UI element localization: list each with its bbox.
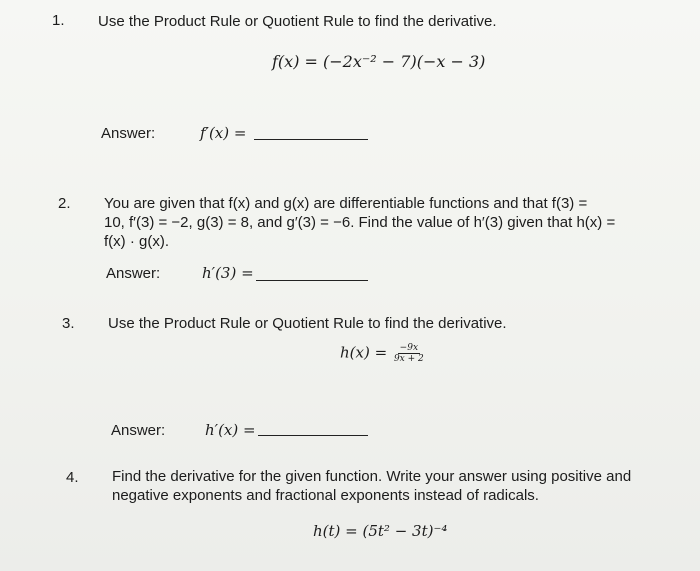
problem-3-fraction xyxy=(392,343,426,364)
problem-2-answer-label: Answer: xyxy=(106,265,161,282)
problem-3-prompt: Use the Product Rule or Quotient Rule to find the derivative. xyxy=(108,315,507,332)
problem-3-answer-expr: h′(x) = xyxy=(205,421,256,439)
problem-3-equation xyxy=(340,343,426,364)
problem-2-prompt-line-2: 10, f′(3) = −2, g(3) = 8, and g′(3) = −6. Find the value of h′(3) given that h(x) = xyxy=(104,214,616,231)
problem-3-answer-label: Answer: xyxy=(111,422,166,439)
problem-4-prompt-line-1: Find the derivative for the given function. Write your answer using positive and xyxy=(112,468,632,485)
problem-4-equation: h(t) = (5t² − 3t)⁻⁴ xyxy=(313,522,448,540)
problem-2-prompt-line-1: You are given that f(x) and g(x) are differentiable functions and that f(3) = xyxy=(104,195,588,212)
problem-2-prompt-line-3: f(x) · g(x). xyxy=(104,233,169,250)
problem-3-answer-blank[interactable] xyxy=(258,435,368,436)
problem-2-answer-blank[interactable] xyxy=(256,280,368,281)
problem-4-prompt-line-2: negative exponents and fractional exponents instead of radicals. xyxy=(112,487,539,504)
problem-1-answer-expr: f′(x) = xyxy=(200,124,247,142)
problem-1-answer-blank[interactable] xyxy=(254,139,368,140)
problem-1-equation: f(x) = (−2x⁻² − 7)(−x − 3) xyxy=(272,52,486,71)
problem-3-equation-lhs: h(x) = xyxy=(340,343,388,362)
problem-2-answer-expr: h′(3) = xyxy=(202,264,254,282)
problem-3-denominator: 9x + 2 xyxy=(393,354,424,364)
problem-2-number: 2. xyxy=(58,195,71,212)
problem-1-prompt: Use the Product Rule or Quotient Rule to find the derivative. xyxy=(98,13,497,30)
problem-3-number: 3. xyxy=(62,315,75,332)
problem-1-answer-label: Answer: xyxy=(101,125,156,142)
problem-4-number: 4. xyxy=(66,469,79,486)
problem-1-number: 1. xyxy=(52,12,65,29)
problem-3-numerator: −9x xyxy=(399,343,419,353)
